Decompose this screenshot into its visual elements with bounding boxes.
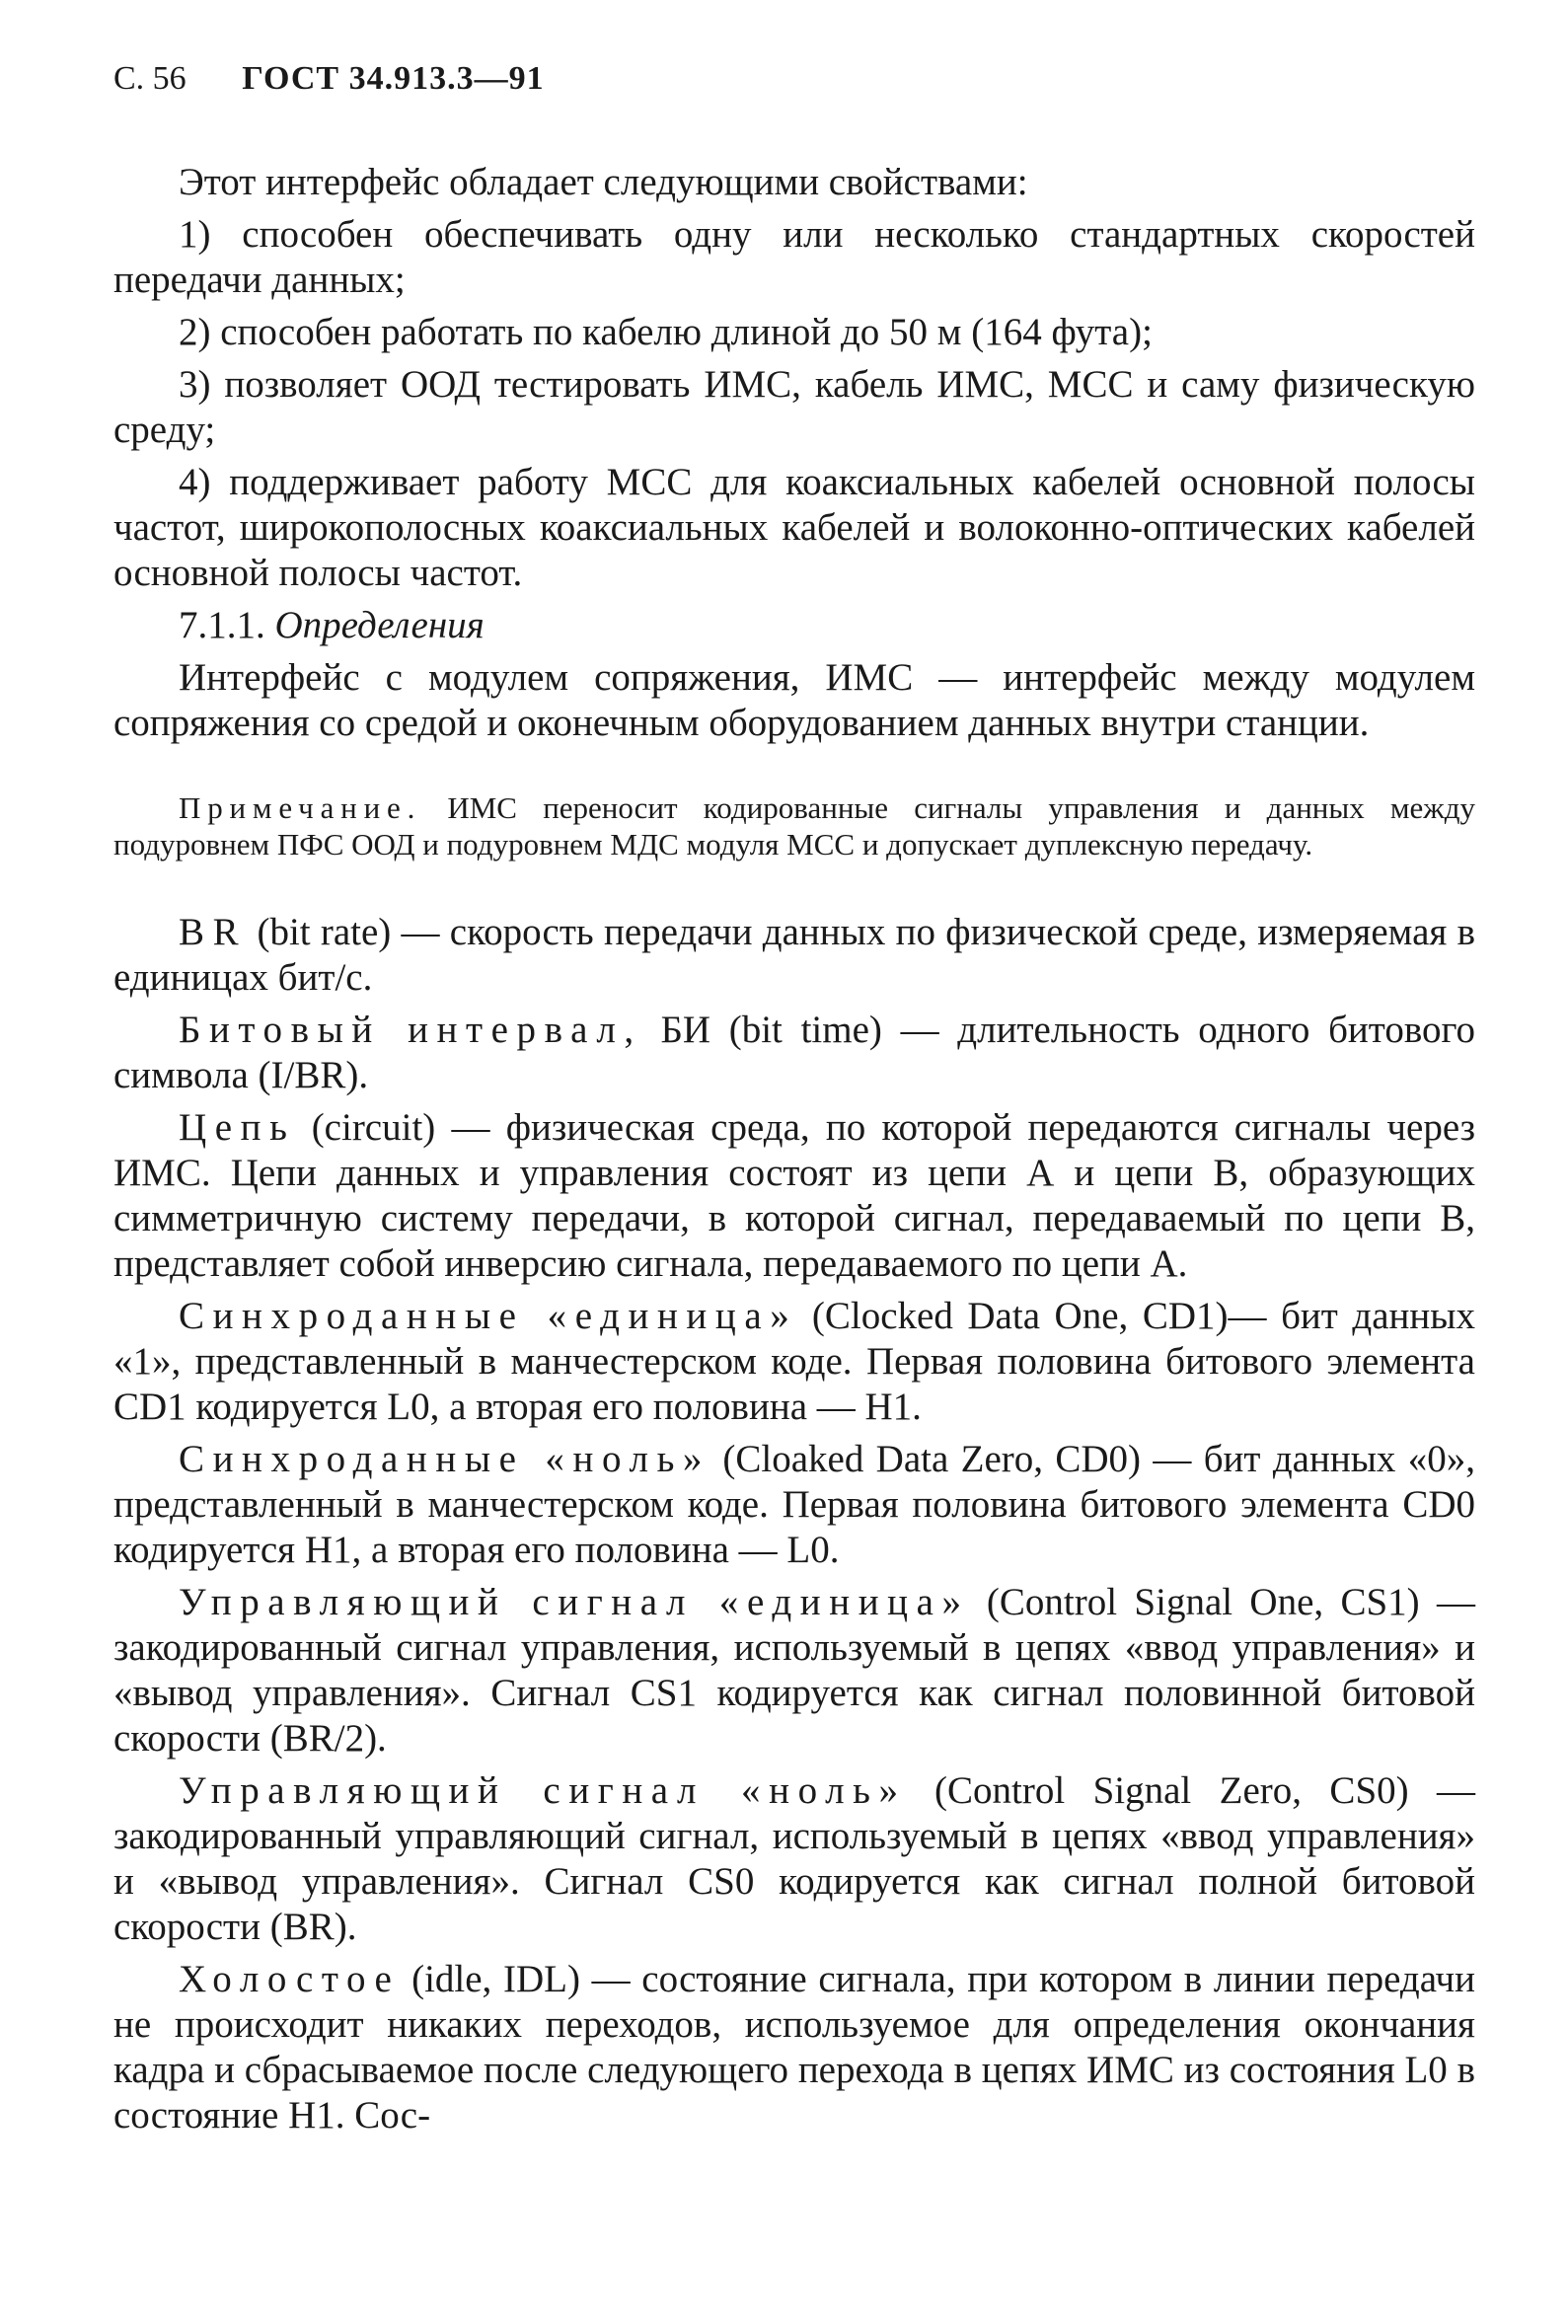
definition-term: Битовый интервал, xyxy=(179,1009,642,1051)
definition-entry xyxy=(113,1105,1475,1287)
definition-term: BR xyxy=(179,911,248,953)
section-heading xyxy=(113,603,1475,648)
property-item: 2) способен работать по кабелю длиной до 50 м (164 фута); xyxy=(179,311,1153,353)
definition-text: (circuit) — физическая среда, по которой передаются сигналы через ИМС. Цепи данных и управления состоят из цепи А и цепи В, образующих симметричную систему передачи, в которой сигнал, передаваемый по цепи В, представляет собой инверсию сигнала, передаваемого по цепи А. xyxy=(113,1106,1476,1285)
section-title: Определения xyxy=(274,604,485,646)
definition-term: Синхроданные «ноль» xyxy=(179,1438,711,1480)
note-label: Примечание. xyxy=(179,790,422,825)
note-paragraph xyxy=(113,789,1475,862)
definition-term: Цепь xyxy=(179,1106,296,1149)
section-number: 7.1.1. xyxy=(179,604,265,646)
definition-term: Управляющий сигнал «ноль» xyxy=(179,1769,907,1812)
intro-paragraph: Этот интерфейс обладает следующими свойствами: xyxy=(179,161,1028,203)
definition-text: (Control Signal One, CS1) — закодированный сигнал управления, используемый в цепях «ввод управления» и «вывод управления». Сигнал CS1 кодируется как сигнал половинной битовой скорости (BR/2). xyxy=(113,1581,1475,1760)
definition-entry xyxy=(113,1437,1475,1573)
definition-entry xyxy=(113,1008,1475,1098)
definition-entry xyxy=(113,1957,1475,2138)
page-number: С. 56 xyxy=(113,60,187,97)
property-item: 3) позволяет ООД тестировать ИМС, кабель ИМС, МСС и саму физическую среду; xyxy=(113,363,1475,451)
definition-text: БИ (bit time) — длительность одного битового символа (I/BR). xyxy=(113,1009,1476,1096)
definition-term: Холостое xyxy=(179,1958,401,2000)
definition-text: (Control Signal Zero, CS0) — закодированный управляющий сигнал, используемый в цепях «ввод управления» и «вывод управления». Сигнал CS0 кодируется как сигнал полной битовой скорости (BR). xyxy=(113,1769,1476,1948)
definition-term: Синхроданные «единица» xyxy=(179,1295,798,1337)
standard-designation: ГОСТ 34.913.3—91 xyxy=(242,60,545,97)
definition-text: (idle, IDL) — состояние сигнала, при котором в линии передачи не происходит никаких переходов, используемое для определения окончания кадра и сбрасываемое после следующего перехода в цепях ИМС из состояния L0 в состояние H1. Сос- xyxy=(113,1958,1476,2137)
definition-entry xyxy=(113,1294,1475,1430)
definition-ims: Интерфейс с модулем сопряжения, ИМС — интерфейс между модулем сопряжения со средой и оконечным оборудованием данных внутри станции. xyxy=(113,656,1475,744)
definition-text: (Cloaked Data Zero, CD0) — бит данных «0», представленный в манчестерском коде. Первая половина битового элемента CD0 кодируется H1, а вторая его половина — L0. xyxy=(113,1438,1476,1571)
property-item: 1) способен обеспечивать одну или несколько стандартных скоростей передачи данных; xyxy=(113,213,1475,301)
definition-text: (Clocked Data One, CD1)— бит данных «1», представленный в манчестерском коде. Первая половина битового элемента CD1 кодируется L0, а вторая его половина — H1. xyxy=(113,1295,1475,1428)
definition-text: (bit rate) — скорость передачи данных по физической среде, измеряемая в единицах бит/с. xyxy=(113,911,1476,999)
definition-term: Управляющий сигнал «единица» xyxy=(179,1581,970,1623)
note-text: ИМС переносит кодированные сигналы управления и данных между подуровнем ПФС ООД и подуровнем МДС модуля МСС и допускает дуплексную передачу. xyxy=(113,790,1475,862)
definition-entry xyxy=(113,910,1475,1001)
page-header xyxy=(113,59,1475,99)
document-page xyxy=(113,59,1475,2145)
property-item: 4) поддерживает работу МСС для коаксиальных кабелей основной полосы частот, широкополосных коаксиальных кабелей и волоконно-оптических кабелей основной полосы частот. xyxy=(113,461,1475,594)
definition-entry xyxy=(113,1580,1475,1762)
definition-entry xyxy=(113,1768,1475,1950)
